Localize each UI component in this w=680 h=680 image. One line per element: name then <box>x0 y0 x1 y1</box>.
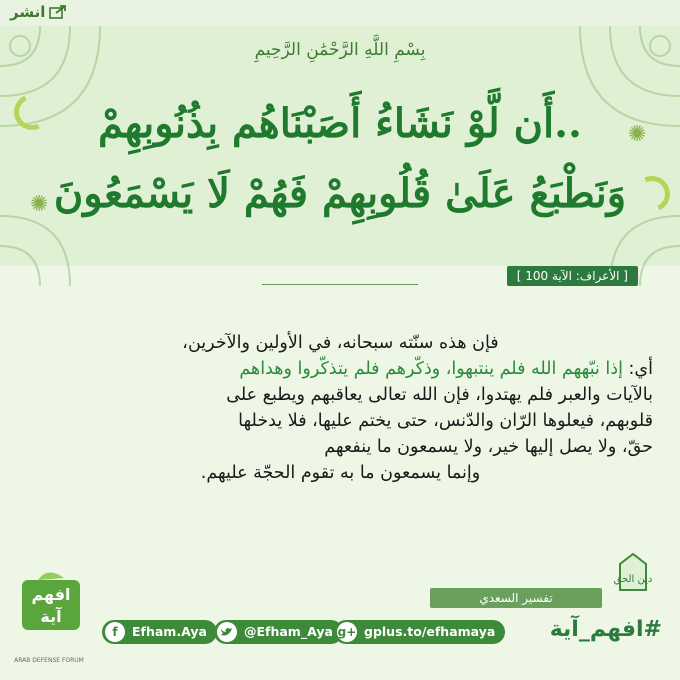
source-badge: تفسير السعدي <box>430 588 602 608</box>
twitter-link[interactable] <box>214 620 343 644</box>
verse-line-1: ..أَن لَّوْ نَشَاءُ أَصَبْنَاهُم بِذُنُوبِهِمْ <box>98 100 582 147</box>
tafsir-highlight: إذا نبّههم الله فلم ينتبهوا، وذكّرهم فلم يتذكّروا وهداهم <box>239 359 623 379</box>
share-button[interactable] <box>10 3 67 21</box>
verse-line-2: وَنَطْبَعُ عَلَىٰ قُلُوبِهِمْ فَهُمْ لَا يَسْمَعُونَ <box>53 170 627 217</box>
star-ornament-icon: ✺ <box>628 122 647 147</box>
star-ornament-icon: ✺ <box>30 192 49 217</box>
tafsir-line: بالآيات والعبر فلم يهتدوا، فإن الله تعالى يعاقبهم ويطبع على <box>226 385 653 405</box>
share-label: انشر <box>10 3 46 21</box>
logo-watermark: ARAB DEFENSE FORUM <box>14 657 84 664</box>
facebook-link[interactable] <box>102 620 217 644</box>
tafsir-line: حقّ، ولا يصل إليها خير، ولا يسمعون ما ينفعهم <box>324 437 653 457</box>
efham-aya-logo <box>18 570 84 634</box>
gplus-label: gplus.to/efhamaya <box>364 624 496 639</box>
tafsir-text <box>28 330 653 486</box>
svg-text:افهم: افهم <box>31 585 71 604</box>
tafsir-line: فإن هذه سنّته سبحانه، في الأولين والآخرين، <box>182 333 499 353</box>
din-alhaq-logo <box>606 550 660 600</box>
gplus-icon: g+ <box>337 622 357 642</box>
logo-right-text: دين الحق <box>613 574 653 585</box>
tafsir-line: قلوبهم، فيعلوها الرّان والدّنس، حتى يختم عليها، فلا يدخلها <box>238 411 653 431</box>
gplus-link[interactable] <box>334 620 505 644</box>
hashtag: #افهم_آية <box>549 617 662 642</box>
bismillah: بِسْمِ اللَّهِ الرَّحْمَٰنِ الرَّحِيمِ <box>254 40 426 60</box>
facebook-label: Efham.Aya <box>132 624 207 639</box>
divider <box>262 284 418 285</box>
tafsir-line: وإنما يسمعون ما به تقوم الحجّة عليهم. <box>200 463 481 483</box>
share-icon <box>49 5 67 19</box>
tafsir-line-prefix: أي: <box>628 359 653 379</box>
verse-reference-badge: [ الأعراف: الآية 100 ] <box>507 266 638 286</box>
top-strip <box>0 0 680 26</box>
twitter-label: @Efham_Aya <box>244 624 333 639</box>
facebook-icon: f <box>105 622 125 642</box>
twitter-icon <box>217 622 237 642</box>
svg-text:آية: آية <box>40 607 62 626</box>
